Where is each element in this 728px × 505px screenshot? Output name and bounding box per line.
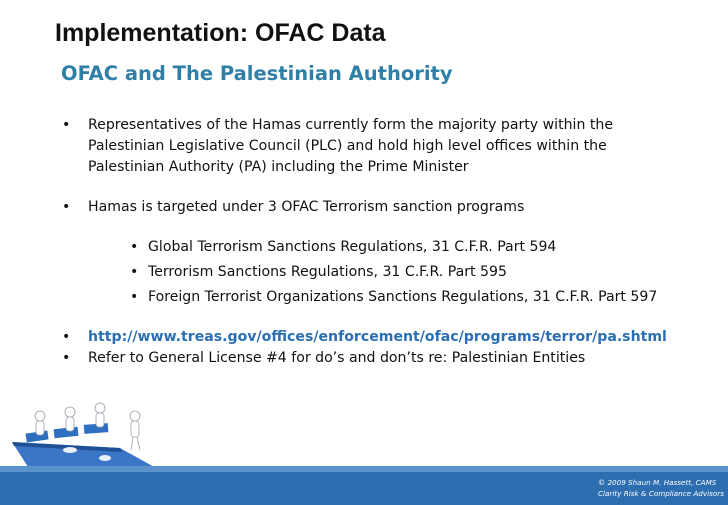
bullet-dot: • [62,117,71,133]
bullet-text: Palestinian Legislative Council (PLC) and hold high level offices within the [88,138,607,154]
bullet-item [58,327,718,348]
bullet-dot: • [62,199,71,215]
footer-company: Clarity Risk & Compliance Advisors [598,488,724,498]
bullet-text: Hamas is targeted under 3 OFAC Terrorism sanction programs [88,199,525,215]
puzzle-people-icon [10,402,160,472]
sub-bullet-item [58,237,718,258]
footer-copyright: © 2009 Shaun M. Hassett, CAMS [598,478,717,487]
bullet-dot: • [130,239,139,255]
bullet-dot: • [130,289,139,305]
bullet-text: Refer to General License #4 for do’s and don’ts re: Palestinian Entities [88,350,586,366]
sub-bullet-text: Global Terrorism Sanctions Regulations, 31 C.F.R. Part 594 [148,239,557,255]
bullet-item [58,348,718,369]
sub-bullet-text: Foreign Terrorist Organizations Sanctions Regulations, 31 C.F.R. Part 597 [148,289,658,305]
bullet-text: Representatives of the Hamas currently form the majority party within the [88,117,613,133]
sub-bullet-item [58,287,718,308]
bullet-dot: • [130,264,139,280]
ofac-pa-link[interactable]: http://www.treas.gov/offices/enforcement/ofac/programs/terror/pa.shtml [88,329,667,345]
slide-title: Implementation: OFAC Data [55,19,386,47]
slide-subtitle: OFAC and The Palestinian Authority [61,62,453,85]
bullet-text: Palestinian Authority (PA) including the Prime Minister [88,159,469,175]
bullet-item [58,115,718,178]
footer-credit [598,478,726,499]
bullet-dot: • [62,350,71,366]
bullet-item [58,197,718,218]
sub-bullet-text: Terrorism Sanctions Regulations, 31 C.F.R. Part 595 [148,264,507,280]
bullet-dot: • [62,329,71,345]
bullet-list [58,115,718,369]
sub-bullet-item [58,262,718,283]
footer-band [0,466,728,472]
